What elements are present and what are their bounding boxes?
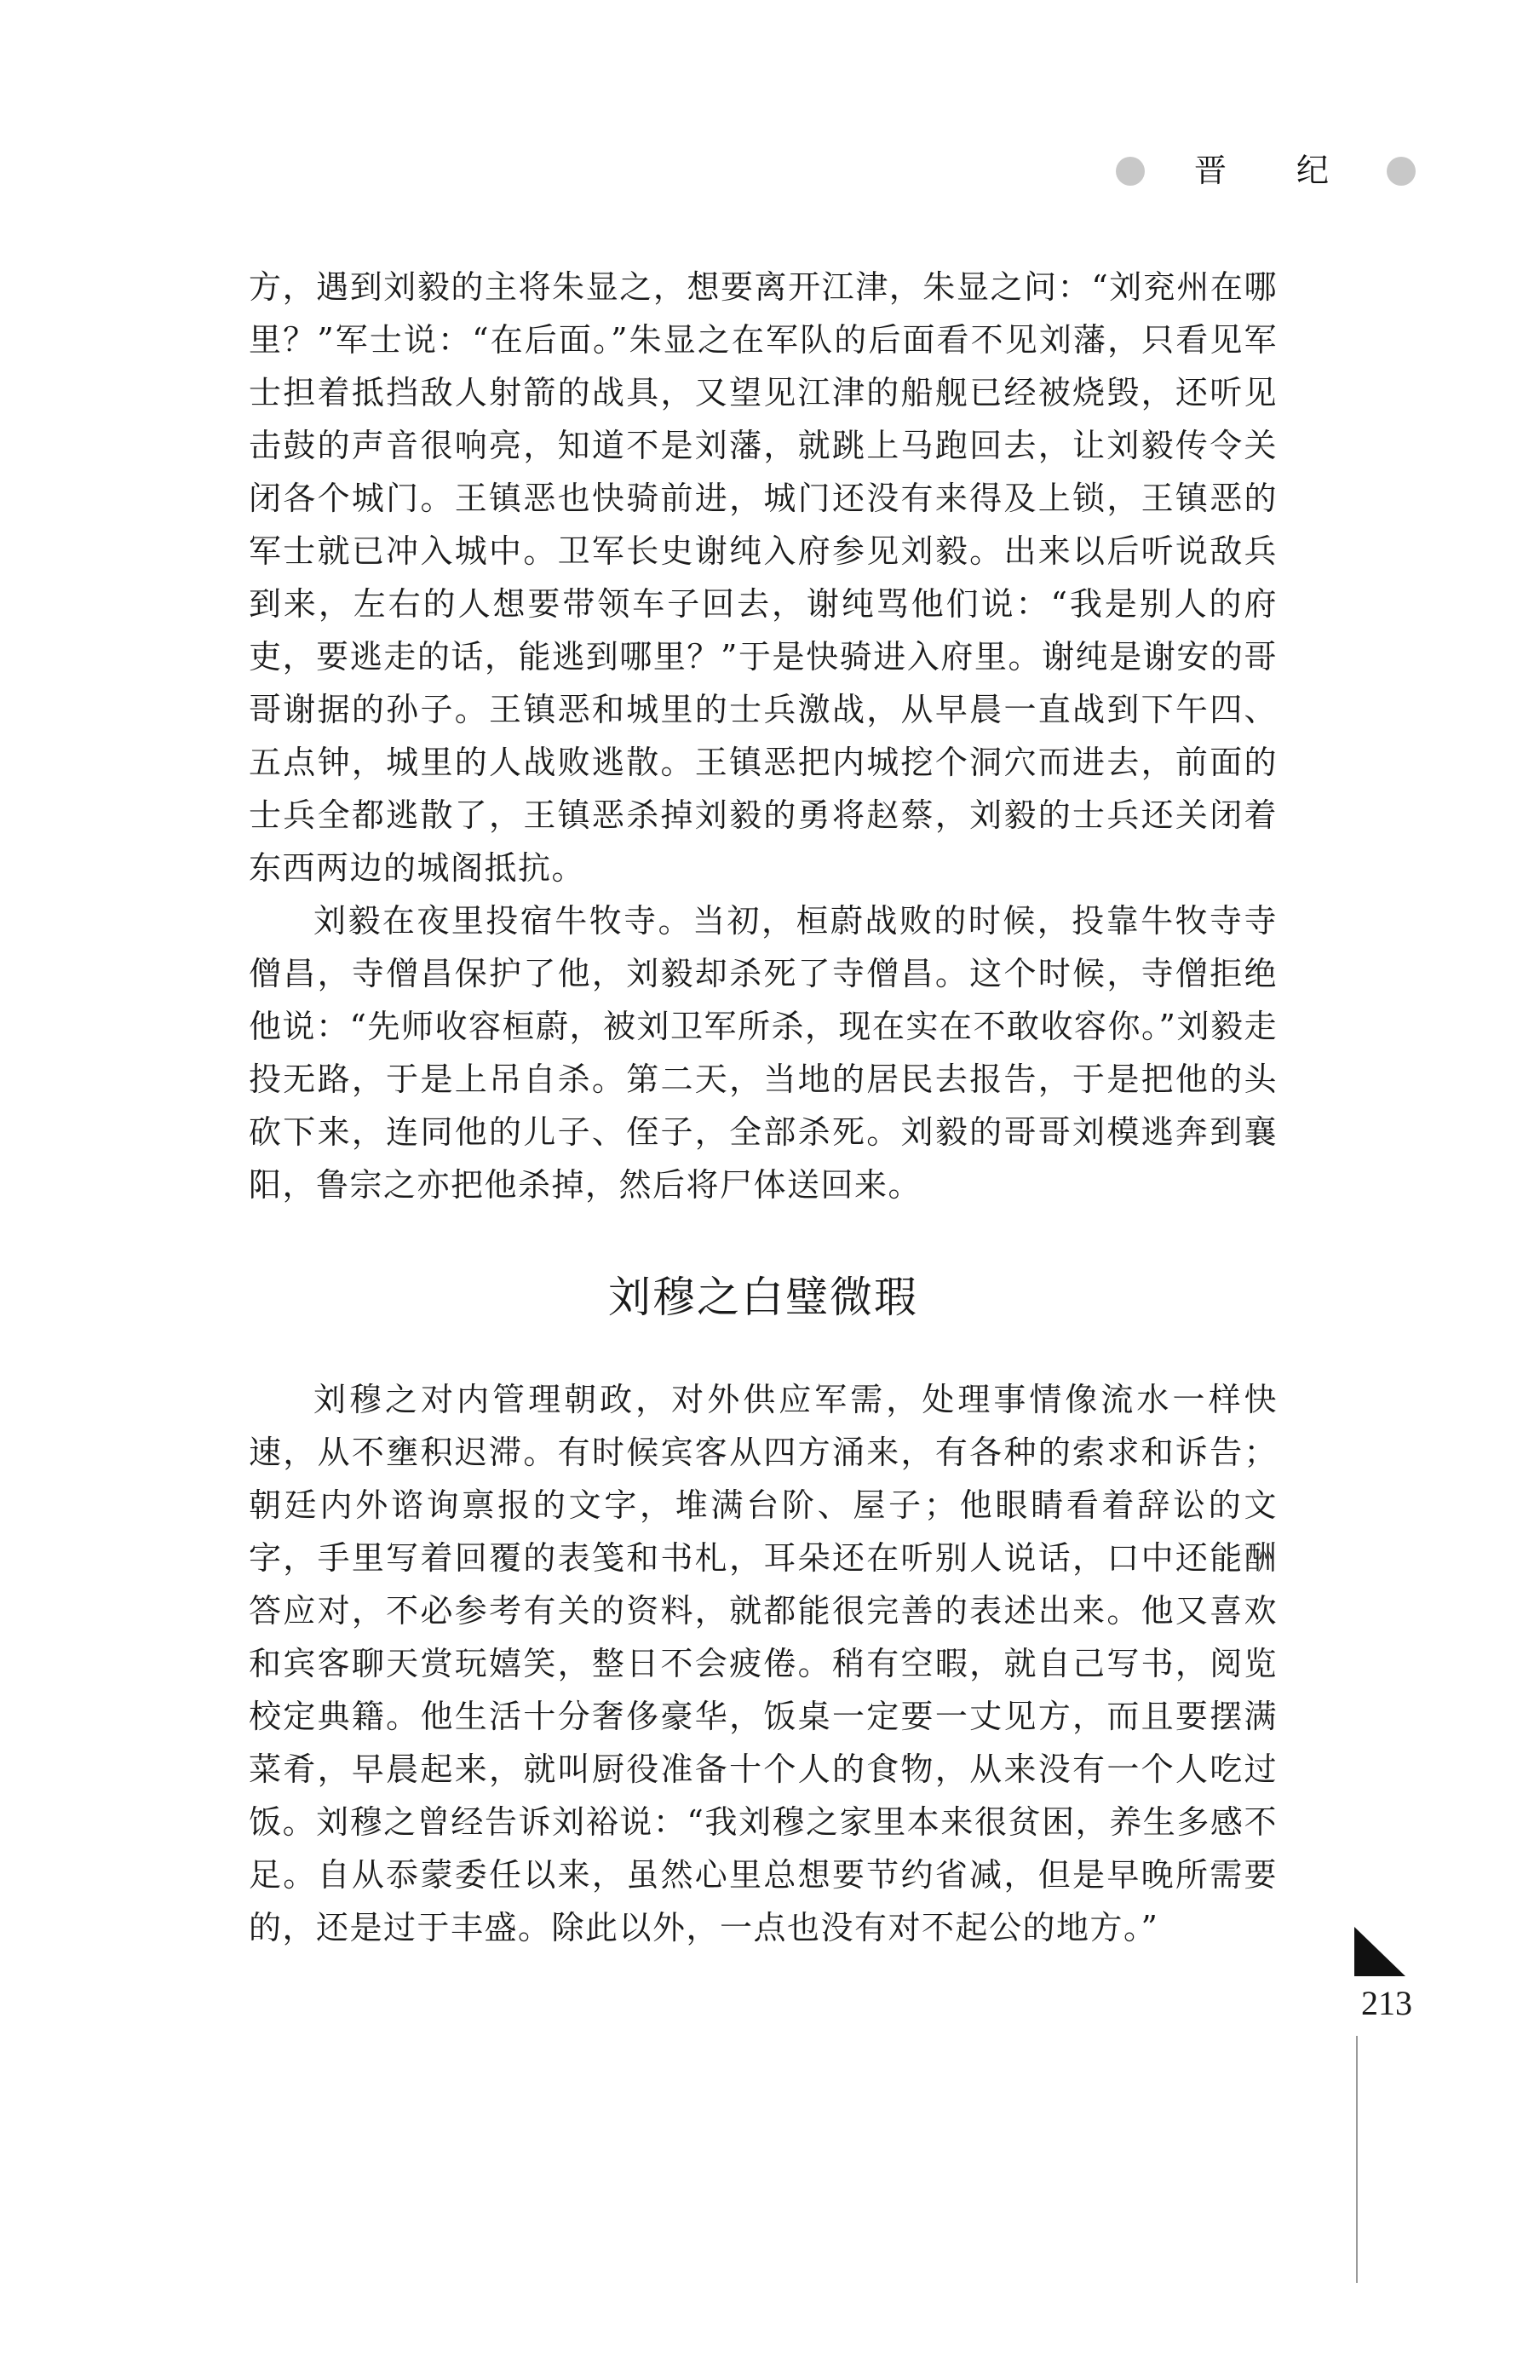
running-head <box>1107 145 1431 196</box>
section-title: 刘穆之白璧微瑕 <box>608 1273 918 1322</box>
running-title-char-2: 纪 <box>1296 152 1330 189</box>
margin-rule <box>1356 2036 1358 2283</box>
paragraph-continued: 方，遇到刘毅的主将朱显之，想要离开江津，朱显之问：“刘兖州在哪里？”军士说：“在后面。”朱显之在军队的后面看不见刘藩，只看见军士担着抵挡敌人射箭的战具，又望见江津的船舰已经被烧毁，还听见击鼓的声音很响亮，知道不是刘藩，就跳上马跑回去，让刘毅传令关闭各个城门。王镇恶也快骑前进，城门还没有来得及上锁，王镇恶的军士就已冲入城中。卫军长史谢纯入府参见刘毅。出来以后听说敌兵到来，左右的人想要带领车子回去，谢纯骂他们说：“我是别人的府吏，要逃走的话，能逃到哪里？”于是快骑进入府里。谢纯是谢安的哥哥谢据的孙子。王镇恶和城里的士兵激战，从早晨一直战到下午四、五点钟，城里的人战败逃散。王镇恶把内城挖个洞穴而进去，前面的士兵全都逃散了，王镇恶杀掉刘毅的勇将赵蔡，刘毅的士兵还关闭着东西两边的城阁抵抗。 <box>249 268 1278 887</box>
decorative-dot-right <box>1387 157 1416 186</box>
decorative-dot-left <box>1116 157 1145 186</box>
running-title-char-1: 晋 <box>1194 152 1227 189</box>
section-1-body <box>249 261 1278 1211</box>
paragraph: 刘穆之对内管理朝政，对外供应军需，处理事情像流水一样快速，从不壅积迟滞。有时候宾客从四方涌来，有各种的索求和诉告；朝廷内外谘询禀报的文字，堆满台阶、屋子；他眼睛看着辞讼的文字，手里写着回覆的表笺和书札，耳朵还在听别人说话，口中还能酬答应对，不必参考有关的资料，就都能很完善的表述出来。他又喜欢和宾客聊天赏玩嬉笑，整日不会疲倦。稍有空暇，就自己写书，阅览校定典籍。他生活十分奢侈豪华，饭桌一定要一丈见方，而且要摆满菜肴，早晨起来，就叫厨役准备十个人的食物，从来没有一个人吃过饭。刘穆之曾经告诉刘裕说：“我刘穆之家里本来很贫困，养生多感不足。自从忝蒙委任以来，虽然心里总想要节约省减，但是早晚所需要的，还是过于丰盛。除此以外，一点也没有对不起公的地方。” <box>249 1381 1278 1946</box>
page-corner-triangle-icon <box>1354 1927 1405 1976</box>
page-number: 213 <box>1361 1984 1412 2022</box>
section-2-body <box>249 1373 1278 1954</box>
paragraph: 刘毅在夜里投宿牛牧寺。当初，桓蔚战败的时候，投靠牛牧寺寺僧昌，寺僧昌保护了他，刘毅却杀死了寺僧昌。这个时候，寺僧拒绝他说：“先师收容桓蔚，被刘卫军所杀，现在实在不敢收容你。”刘毅走投无路，于是上吊自杀。第二天，当地的居民去报告，于是把他的头砍下来，连同他的儿子、侄子，全部杀死。刘毅的哥哥刘模逃奔到襄阳，鲁宗之亦把他杀掉，然后将尸体送回来。 <box>249 902 1278 1204</box>
